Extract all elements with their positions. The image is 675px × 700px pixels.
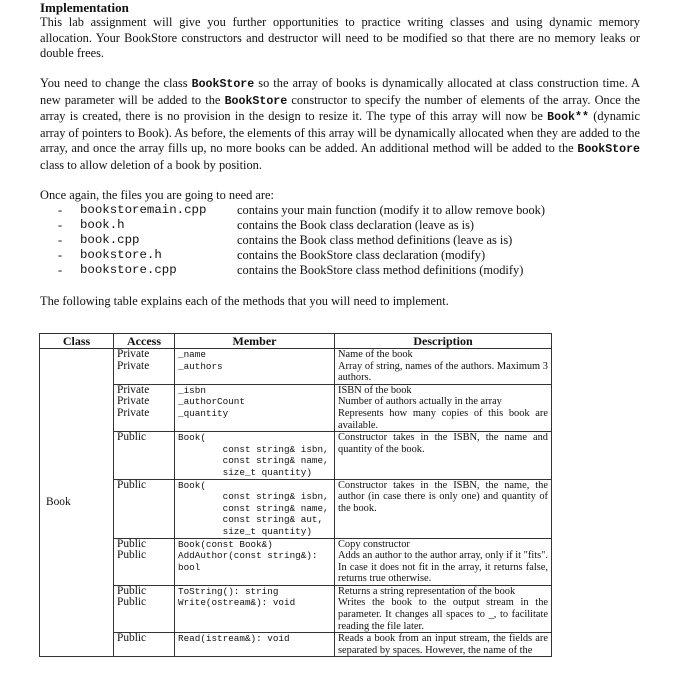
table-row: Public Read(istream&): void Reads a book from an input stream, the fields are separated by spaces. However, the name of the	[40, 633, 552, 657]
file-item: - bookstore.h contains the BookStore class declaration (modify)	[58, 248, 486, 262]
table-row: Public Book( const string& isbn, const string& name, const string& aut, size_t quantity) Constructor takes in the ISBN, the name, the author (in case there is only one) and quantity of the book.	[40, 479, 552, 538]
file-desc: contains the BookStore class declaration (modify)	[237, 248, 486, 262]
requirements-paragraph: You need to change the class BookStore so the array of books is dynamically allocated at class construction time. A new parameter will be added to the BookStore constructor to specify the number of elements of the array. Once the array is created, there is no provision in the design to resize it. The type of this array will now be Book** (dynamic array of pointers to Book). As before, the elements of this array will be dynamically allocated when they are added to the array, and once the array fills up, no more books can be added. An additional method will be added to the BookStore class to allow deletion of a book by position.	[40, 76, 641, 172]
table-row: Book Private Private _name _authors Name of the book Array of string, names of the authors. Maximum 3 authors.	[40, 349, 552, 385]
file-name: book.cpp	[80, 233, 140, 247]
file-name: bookstore.h	[80, 248, 162, 262]
file-item: - bookstore.cpp contains the BookStore class method definitions (modify)	[58, 263, 524, 277]
section-heading: Implementation	[40, 0, 129, 15]
file-name: bookstore.cpp	[80, 263, 177, 277]
file-item: - bookstoremain.cpp contains your main function (modify it to allow remove book)	[58, 203, 545, 217]
table-row: Public Public Book(const Book&) AddAuthor(const string&): bool Copy constructor Adds an author to the author array, only if it "fits". In case it does not fit in the array, it returns false, returns true otherwise.	[40, 538, 552, 585]
methods-table	[39, 333, 552, 657]
table-row: Public Book( const string& isbn, const string& name, size_t quantity) Constructor takes in the ISBN, the name and quantity of the book.	[40, 432, 552, 479]
files-intro: Once again, the files you are going to need are:	[40, 188, 274, 202]
file-item: - book.cpp contains the Book class method definitions (leave as is)	[58, 233, 513, 247]
file-item: - book.h contains the Book class declaration (leave as is)	[58, 218, 475, 232]
file-desc: contains the BookStore class method definitions (modify)	[237, 263, 524, 277]
file-list	[40, 188, 545, 278]
file-desc: contains the Book class method definitions (leave as is)	[237, 233, 513, 247]
header-access: Access	[114, 334, 175, 349]
file-desc: contains the Book class declaration (leave as is)	[237, 218, 475, 232]
file-name: bookstoremain.cpp	[80, 203, 207, 217]
header-class: Class	[40, 334, 114, 349]
file-name: book.h	[80, 218, 125, 232]
table-header-row	[40, 334, 552, 349]
header-description: Description	[335, 334, 552, 349]
class-cell: Book	[40, 349, 114, 657]
table-intro: The following table explains each of the methods that you will need to implement.	[40, 294, 449, 308]
header-member: Member	[175, 334, 335, 349]
table-row: Private Private Private _isbn _authorCount _quantity ISBN of the book Number of authors actually in the array Represents how many copies of this book are available.	[40, 384, 552, 431]
file-desc: contains your main function (modify it to allow remove book)	[237, 203, 545, 217]
table-row: Public Public ToString(): string Write(ostream&): void Returns a string representation of the book Writes the book to the output stream in the parameter. It changes all spaces to _, to facilitate reading the file later.	[40, 585, 552, 632]
intro-paragraph: This lab assignment will give you further opportunities to practice writing classes and using dynamic memory allocation. Your BookStore constructors and destructor will need to be modified so that there are no memory leaks or double frees.	[40, 15, 640, 60]
